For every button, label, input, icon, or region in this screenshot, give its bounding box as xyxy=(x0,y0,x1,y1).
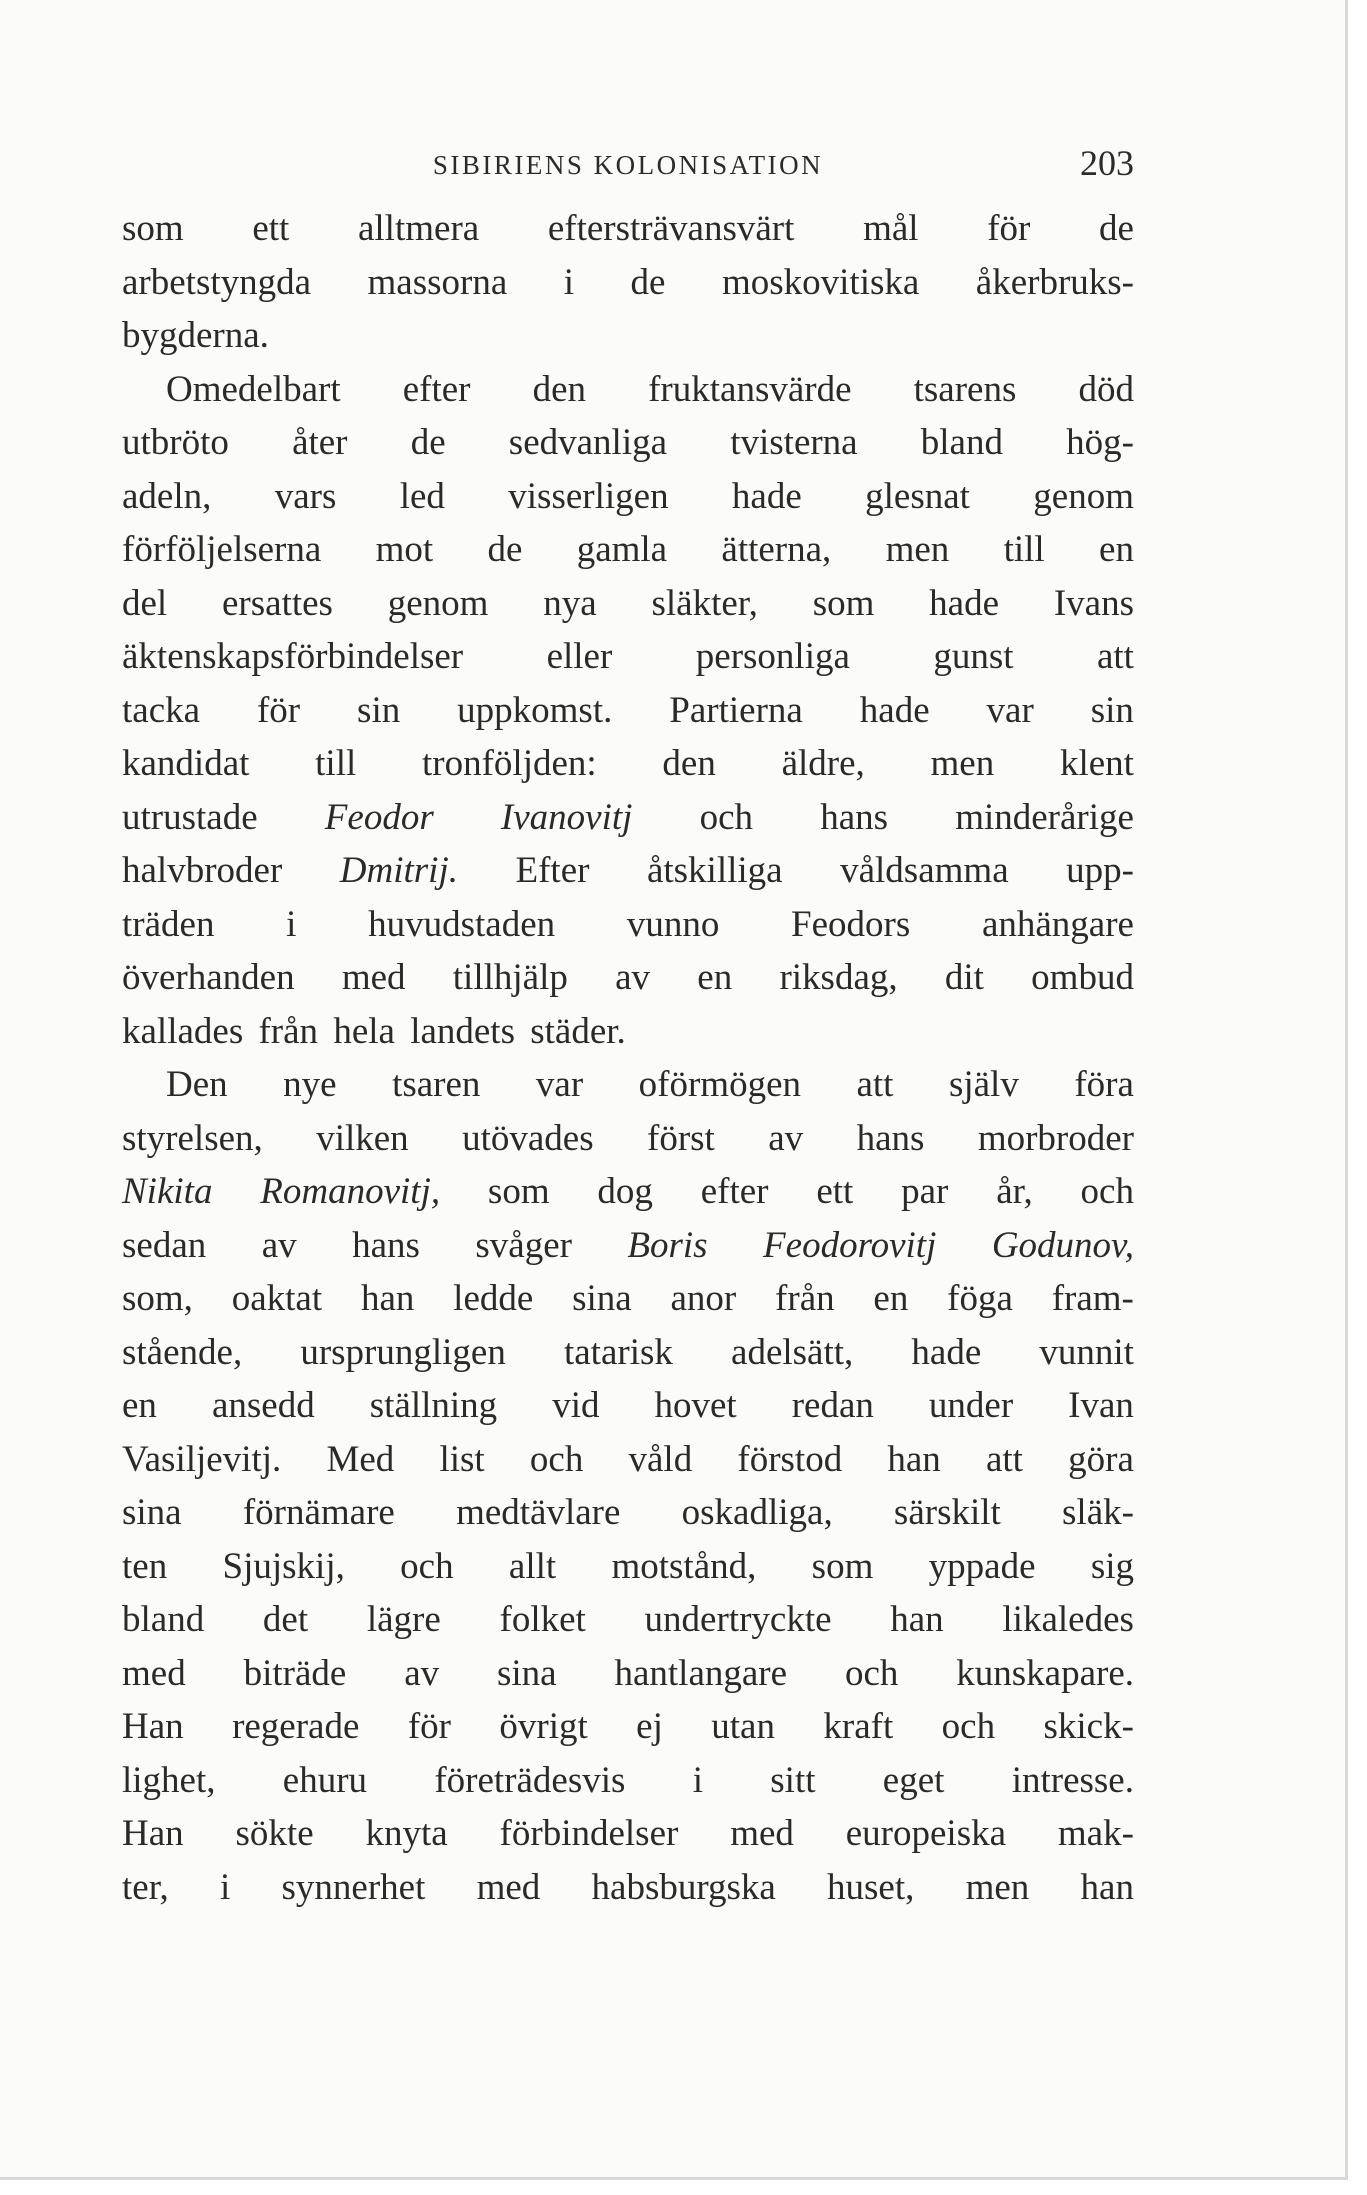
text-line xyxy=(122,1593,1134,1647)
word: arbetstyngda xyxy=(122,261,312,303)
word: bland xyxy=(122,1599,205,1640)
word: i xyxy=(563,261,575,303)
word: kallades xyxy=(122,1010,244,1052)
word: tronföljden: xyxy=(422,743,597,784)
word: svåger xyxy=(475,1224,572,1266)
text-line xyxy=(122,737,1134,791)
word: anhängare xyxy=(981,903,1134,945)
word: som, xyxy=(122,1278,193,1319)
word: och xyxy=(1080,1171,1134,1212)
word: Med xyxy=(326,1438,395,1480)
word: glesnat xyxy=(865,475,970,517)
word: regerade xyxy=(232,1706,360,1747)
text-line xyxy=(122,577,1134,631)
word: vunnit xyxy=(1039,1331,1134,1373)
word: utrustade xyxy=(122,796,258,838)
word: allt xyxy=(508,1545,557,1587)
word: och xyxy=(699,796,754,838)
word: hade xyxy=(859,689,930,731)
word: föga xyxy=(947,1278,1013,1319)
word: undertryckte xyxy=(644,1599,832,1640)
word: anor xyxy=(670,1278,737,1319)
word: ej xyxy=(636,1706,663,1747)
word: biträde xyxy=(243,1652,347,1694)
word: adelsätt, xyxy=(731,1331,854,1373)
word: från xyxy=(775,1278,835,1319)
word: som xyxy=(812,582,875,624)
word: som xyxy=(122,208,184,249)
word: intresse. xyxy=(1011,1759,1134,1801)
word: minderårige xyxy=(955,796,1134,838)
word: Feodorovitj xyxy=(763,1224,937,1266)
word: en xyxy=(122,1385,157,1426)
text-line xyxy=(122,1165,1134,1219)
word: oskadliga, xyxy=(681,1492,833,1533)
page-number: 203 xyxy=(1080,143,1134,183)
word: särskilt xyxy=(893,1492,1001,1533)
word: av xyxy=(404,1652,440,1694)
word: huvudstaden xyxy=(368,903,556,945)
word: de xyxy=(1099,208,1134,249)
word: han xyxy=(890,1599,944,1640)
word: han xyxy=(1080,1866,1134,1908)
word: hade xyxy=(731,475,802,517)
word: och xyxy=(529,1438,584,1480)
text-line xyxy=(122,1807,1134,1861)
word: genom xyxy=(387,582,489,624)
word: eget xyxy=(882,1759,945,1801)
word: av xyxy=(615,957,651,998)
word: sina xyxy=(572,1278,632,1319)
word: adeln, xyxy=(122,475,212,517)
text-line xyxy=(122,898,1134,952)
text-line xyxy=(122,1540,1134,1594)
word: ter, xyxy=(122,1866,169,1908)
word: av xyxy=(768,1117,804,1159)
text-line xyxy=(122,1433,1134,1487)
word: Han xyxy=(122,1813,184,1854)
word: och xyxy=(941,1706,996,1747)
word: som xyxy=(487,1171,550,1212)
word: knyta xyxy=(365,1813,448,1854)
word: under xyxy=(928,1385,1014,1426)
word: Ivan xyxy=(1068,1385,1134,1426)
word: men xyxy=(930,743,995,784)
word: hade xyxy=(929,582,1000,624)
word: Ivanovitj xyxy=(500,796,633,838)
word: likaledes xyxy=(1002,1599,1134,1640)
text-line xyxy=(122,309,1134,363)
word: hela xyxy=(333,1010,395,1052)
word: fruktansvärde xyxy=(648,368,852,410)
word: tatarisk xyxy=(563,1331,673,1373)
word: mål xyxy=(863,208,919,249)
word: var xyxy=(986,689,1034,731)
word: Godunov, xyxy=(991,1224,1134,1266)
word: med xyxy=(341,957,406,998)
word: till xyxy=(1003,529,1045,570)
word: Boris xyxy=(627,1224,708,1266)
text-line xyxy=(122,523,1134,577)
word: upp- xyxy=(1066,850,1134,891)
word: ansedd xyxy=(211,1385,315,1426)
word: sedvanliga xyxy=(508,422,668,463)
body-text xyxy=(122,202,1134,1914)
text-line xyxy=(122,363,1134,417)
text-line xyxy=(122,1861,1134,1915)
word: tillhjälp xyxy=(452,957,568,998)
text-line xyxy=(122,630,1134,684)
word: list xyxy=(439,1438,485,1480)
word: Vasiljevitj. xyxy=(122,1438,282,1480)
word: sina xyxy=(497,1652,557,1694)
word: habsburgska xyxy=(591,1866,776,1908)
word: mak- xyxy=(1057,1813,1134,1854)
word: motstånd, xyxy=(611,1545,757,1587)
word: städer. xyxy=(530,1010,626,1052)
word: utövades xyxy=(462,1117,594,1159)
word: åter xyxy=(292,422,348,463)
word: släkter, xyxy=(651,582,758,624)
word: men xyxy=(965,1866,1030,1908)
text-line xyxy=(122,684,1134,738)
word: uppkomst. xyxy=(457,689,613,731)
word: företrädesvis xyxy=(434,1759,626,1801)
word: död xyxy=(1078,368,1134,410)
word: ätterna, xyxy=(721,529,832,570)
word: gamla xyxy=(576,529,668,570)
word: europeiska xyxy=(845,1813,1007,1854)
word: morbroder xyxy=(977,1117,1134,1159)
word: Feodors xyxy=(791,903,911,945)
word: göra xyxy=(1068,1438,1134,1480)
word: Efter xyxy=(515,850,590,891)
word: tsaren xyxy=(392,1064,481,1105)
word: Romanovitj, xyxy=(260,1171,441,1212)
word: och xyxy=(400,1545,454,1587)
word: vunno xyxy=(626,903,720,945)
text-line xyxy=(122,1326,1134,1380)
word: sökte xyxy=(235,1813,314,1854)
word: par xyxy=(901,1171,949,1212)
word: våldsamma xyxy=(840,850,1009,891)
word: hans xyxy=(352,1224,420,1266)
word: gunst xyxy=(933,636,1014,677)
text-line xyxy=(122,1647,1134,1701)
text-line xyxy=(122,1112,1134,1166)
word: huset, xyxy=(827,1866,915,1908)
word: år, xyxy=(996,1171,1033,1212)
text-line xyxy=(122,1754,1134,1808)
word: åtskilliga xyxy=(646,850,783,891)
word: dit xyxy=(944,957,984,998)
word: kandidat xyxy=(122,743,250,784)
word: ett xyxy=(816,1171,854,1212)
word: hantlangare xyxy=(614,1652,788,1694)
word: våld xyxy=(628,1438,693,1480)
word: sitt xyxy=(770,1759,816,1801)
word: synnerhet xyxy=(281,1866,426,1908)
word: av xyxy=(261,1224,297,1266)
word: riksdag, xyxy=(779,957,898,998)
word: Partierna xyxy=(669,689,803,731)
word: Omedelbart xyxy=(166,368,341,410)
word: tvisterna xyxy=(730,422,858,463)
word: hans xyxy=(856,1117,925,1159)
word: led xyxy=(399,475,445,517)
word: nye xyxy=(283,1064,337,1105)
word: alltmera xyxy=(357,208,480,249)
word: hade xyxy=(911,1331,982,1373)
word: vars xyxy=(274,475,337,517)
word: Sjujskij, xyxy=(222,1545,345,1587)
word: själv xyxy=(948,1064,1019,1105)
word: den xyxy=(662,743,716,784)
word: hög- xyxy=(1066,422,1134,463)
word: oförmögen xyxy=(638,1064,801,1105)
word: med xyxy=(730,1813,794,1854)
word: lighet, xyxy=(122,1759,216,1801)
word: genom xyxy=(1033,475,1134,517)
word: styrelsen, xyxy=(122,1117,263,1159)
word: övrigt xyxy=(499,1706,588,1747)
word: och xyxy=(844,1652,899,1694)
word: Ivans xyxy=(1053,582,1134,624)
word: ursprungligen xyxy=(300,1331,506,1373)
word: till xyxy=(315,743,357,784)
text-line xyxy=(122,416,1134,470)
word: oaktat xyxy=(231,1278,323,1319)
text-line xyxy=(122,1005,1134,1059)
text-line xyxy=(122,470,1134,524)
word: överhanden xyxy=(122,957,295,998)
word: hans xyxy=(820,796,889,838)
word: moskovitiska xyxy=(721,261,920,303)
word: sedan xyxy=(122,1224,207,1266)
word: ett xyxy=(252,208,290,249)
word: äldre, xyxy=(781,743,865,784)
word: kunskapare. xyxy=(956,1652,1134,1694)
word: i xyxy=(220,1866,231,1908)
word: först xyxy=(647,1117,715,1159)
word: nya xyxy=(543,582,597,624)
word: förstod xyxy=(737,1438,843,1480)
word: eller xyxy=(546,636,613,677)
word: redan xyxy=(791,1385,874,1426)
word: del xyxy=(122,582,168,624)
word: en xyxy=(697,957,733,998)
word: utbröto xyxy=(122,422,229,463)
word: från xyxy=(258,1010,319,1052)
word: var xyxy=(535,1064,584,1105)
word: hovet xyxy=(654,1385,737,1426)
word: föra xyxy=(1074,1064,1134,1105)
word: Dmitrij. xyxy=(339,850,458,891)
word: fram- xyxy=(1051,1278,1134,1319)
word: förbindelser xyxy=(499,1813,679,1854)
word: ställning xyxy=(369,1385,498,1426)
text-line xyxy=(122,1700,1134,1754)
word: bygderna. xyxy=(122,315,269,356)
word: äktenskapsförbindelser xyxy=(122,636,464,677)
running-title: SIBIRIENS KOLONISATION xyxy=(432,150,824,180)
word: med xyxy=(476,1866,541,1908)
text-line xyxy=(122,1272,1134,1326)
word: utan xyxy=(711,1706,775,1747)
word: som xyxy=(811,1545,874,1587)
word: de xyxy=(487,529,523,570)
word: en xyxy=(873,1278,909,1319)
word: mot xyxy=(375,529,434,570)
word: tsarens xyxy=(913,368,1017,410)
word: bland xyxy=(920,422,1003,463)
word: yppade xyxy=(928,1545,1036,1587)
word: sig xyxy=(1090,1545,1134,1587)
word: eftersträvansvärt xyxy=(547,208,795,249)
word: förföljelserna xyxy=(122,529,322,570)
word: förnämare xyxy=(242,1492,395,1533)
word: skick- xyxy=(1043,1706,1134,1747)
word: sin xyxy=(1090,689,1134,731)
word: landets xyxy=(410,1010,515,1052)
word: folket xyxy=(499,1599,586,1640)
text-line xyxy=(122,1486,1134,1540)
word: han xyxy=(887,1438,941,1480)
text-line xyxy=(122,1379,1134,1433)
text-line xyxy=(122,1219,1134,1273)
word: de xyxy=(410,422,446,463)
word: för xyxy=(987,208,1031,249)
word: efter xyxy=(402,368,471,410)
word: efter xyxy=(700,1171,769,1212)
word: i xyxy=(692,1759,703,1801)
word: ombud xyxy=(1031,957,1134,998)
word: dog xyxy=(597,1171,653,1212)
text-line xyxy=(122,951,1134,1005)
word: visserligen xyxy=(508,475,669,517)
word: i xyxy=(286,903,297,945)
text-line xyxy=(122,202,1134,256)
text-line xyxy=(122,1058,1134,1112)
word: en xyxy=(1099,529,1134,570)
text-line xyxy=(122,844,1134,898)
word: den xyxy=(532,368,587,410)
text-line xyxy=(122,791,1134,845)
word: men xyxy=(885,529,950,570)
word: släk- xyxy=(1062,1492,1134,1533)
word: åkerbruks- xyxy=(975,261,1134,303)
word: Nikita xyxy=(122,1171,213,1212)
word: det xyxy=(262,1599,309,1640)
word: klent xyxy=(1059,743,1134,784)
word: han xyxy=(360,1278,415,1319)
word: att xyxy=(1096,636,1134,677)
word: Den xyxy=(166,1064,228,1105)
word: vilken xyxy=(316,1117,409,1159)
word: ersattes xyxy=(222,582,333,624)
word: ten xyxy=(122,1545,168,1587)
page-header xyxy=(122,140,1134,192)
word: massorna xyxy=(367,261,508,303)
word: kraft xyxy=(823,1706,894,1747)
word: träden xyxy=(122,903,215,945)
word: ehuru xyxy=(282,1759,368,1801)
word: stående, xyxy=(122,1331,243,1373)
word: ledde xyxy=(453,1278,534,1319)
word: för xyxy=(407,1706,451,1747)
word: för xyxy=(256,689,301,731)
word: de xyxy=(630,261,666,303)
word: att xyxy=(856,1064,894,1105)
word: sina xyxy=(122,1492,182,1533)
word: tacka xyxy=(122,689,201,731)
word: personliga xyxy=(695,636,850,677)
word: att xyxy=(985,1438,1023,1480)
word: med xyxy=(122,1652,186,1694)
word: halvbroder xyxy=(122,850,283,891)
word: Feodor xyxy=(324,796,434,838)
word: Han xyxy=(122,1706,184,1747)
word: sin xyxy=(357,689,401,731)
word: medtävlare xyxy=(456,1492,621,1533)
text-line xyxy=(122,256,1134,310)
word: vid xyxy=(552,1385,600,1426)
word: lägre xyxy=(366,1599,441,1640)
